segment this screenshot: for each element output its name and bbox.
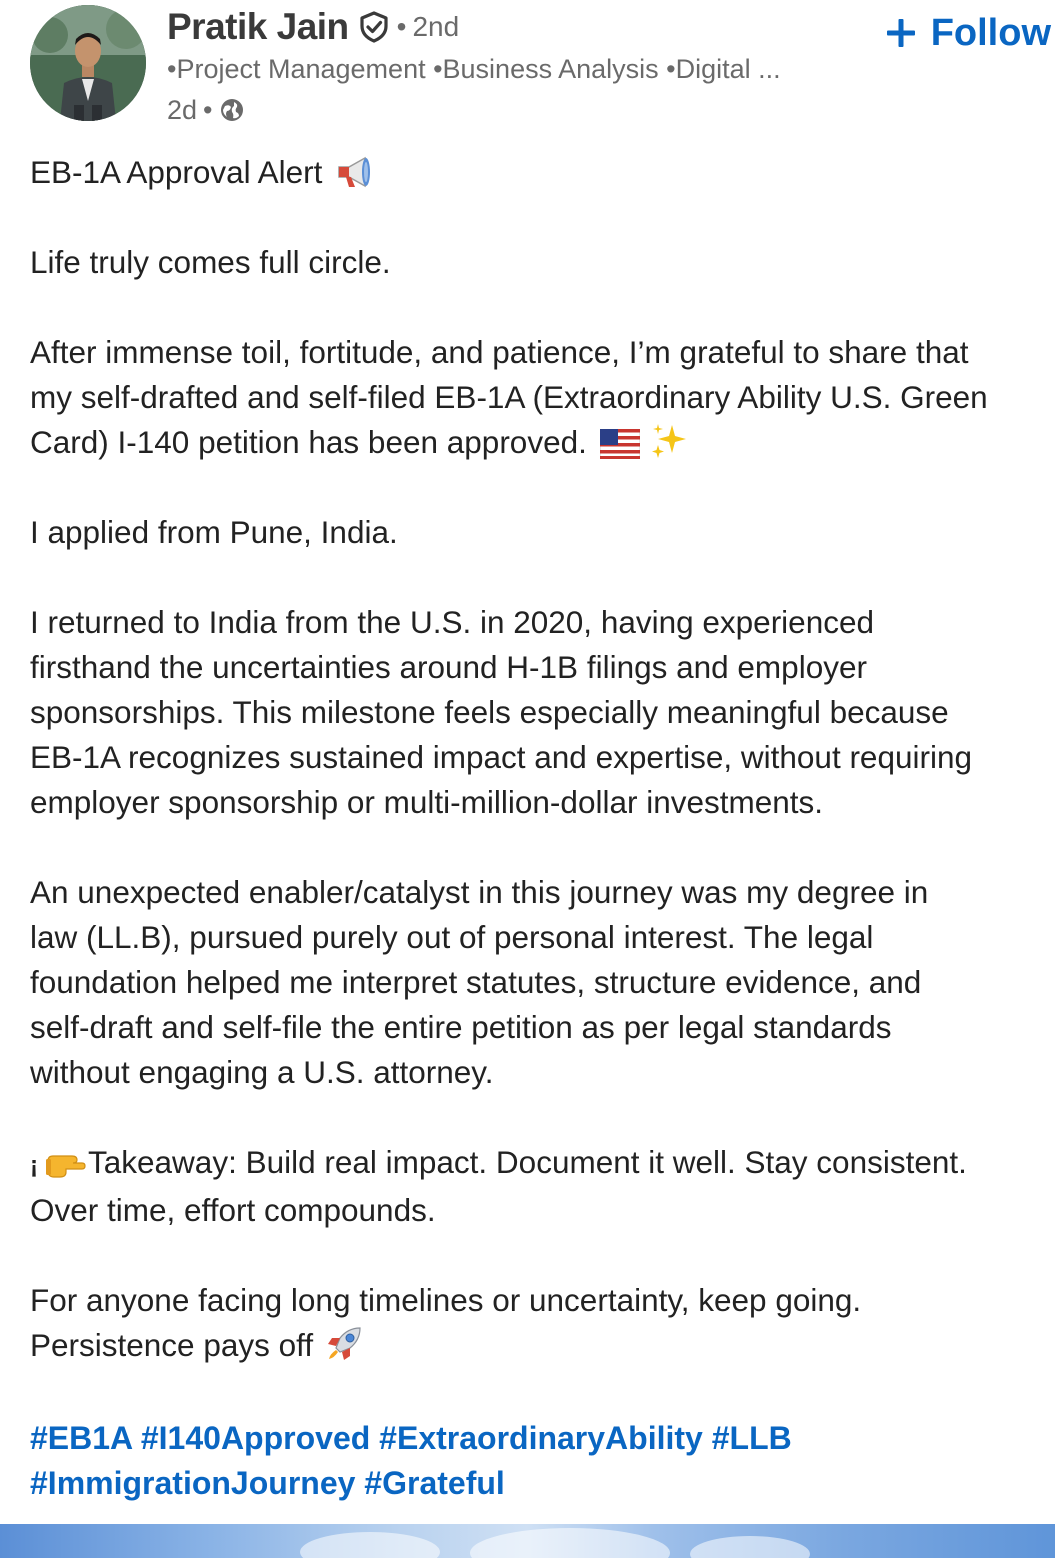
connection-degree: 2nd	[412, 11, 460, 42]
sparkles-icon	[650, 423, 688, 459]
follow-button[interactable]	[885, 8, 1051, 58]
hashtag-link[interactable]: #EB1A	[30, 1420, 132, 1456]
post-header	[0, 0, 1055, 140]
post-meta	[167, 92, 245, 128]
shield-check-icon	[357, 10, 391, 44]
hashtag-link[interactable]: #Grateful	[364, 1465, 505, 1501]
hashtag-link[interactable]: #ImmigrationJourney	[30, 1465, 356, 1501]
hashtag-link[interactable]: #I140Approved	[140, 1420, 371, 1456]
globe-icon	[219, 97, 245, 123]
megaphone-icon	[335, 155, 375, 189]
post-line: EB-1A Approval Alert	[30, 154, 323, 190]
post-line: my self-drafted and self-filed EB-1A (Extraordinary Ability U.S. Green	[30, 379, 988, 415]
post-line: After immense toil, fortitude, and patience, I’m grateful to share that	[30, 334, 969, 370]
post-line: Life truly comes full circle.	[30, 244, 391, 280]
author-name[interactable]: Pratik Jain	[167, 6, 349, 47]
post-line: Persistence pays off	[30, 1327, 314, 1363]
post-line: Card) I-140 petition has been approved.	[30, 424, 587, 460]
post-line: without engaging a U.S. attorney.	[30, 1054, 494, 1090]
author-headline: •Project Management •Business Analysis •Digital ...	[167, 54, 781, 84]
post-line: law (LL.B), pursued purely out of personal interest. The legal	[30, 919, 874, 955]
post-line: foundation helped me interpret statutes, structure evidence, and	[30, 964, 922, 1000]
hashtags	[30, 1416, 1050, 1506]
post-line: Over time, effort compounds.	[30, 1192, 436, 1228]
author-line	[167, 4, 459, 50]
hashtag-link[interactable]: #ExtraordinaryAbility	[379, 1420, 703, 1456]
post-line: employer sponsorship or multi-million-dollar investments.	[30, 784, 824, 820]
info-prefix: ¡	[30, 1152, 38, 1179]
hashtag-row	[30, 1416, 1050, 1461]
post-line: An unexpected enabler/catalyst in this journey was my degree in	[30, 874, 929, 910]
post-line: I applied from Pune, India.	[30, 514, 398, 550]
rocket-icon	[326, 1324, 364, 1362]
post-line: For anyone facing long timelines or uncertainty, keep going.	[30, 1282, 862, 1318]
separator-dot: •	[203, 94, 213, 125]
hashtag-row	[30, 1461, 1050, 1506]
post-line: self-draft and self-file the entire petition as per legal standards	[30, 1009, 892, 1045]
plus-icon	[885, 17, 917, 49]
follow-label: Follow	[930, 11, 1051, 54]
post-line: EB-1A recognizes sustained impact and expertise, without requiring	[30, 739, 973, 775]
post-image[interactable]	[0, 1524, 1055, 1558]
post-line: I returned to India from the U.S. in 2020, having experienced	[30, 604, 875, 640]
avatar[interactable]	[30, 5, 146, 121]
separator-dot: •	[396, 11, 407, 42]
post-line: firsthand the uncertainties around H-1B filings and employer	[30, 649, 867, 685]
us-flag-icon	[600, 429, 640, 459]
post-line: Takeaway: Build real impact. Document it well. Stay consistent.	[88, 1144, 967, 1180]
post-body	[30, 150, 1050, 1368]
pointing-hand-icon	[46, 1147, 86, 1179]
post-time: 2d	[167, 94, 198, 125]
hashtag-link[interactable]: #LLB	[711, 1420, 792, 1456]
post-line: sponsorships. This milestone feels especially meaningful because	[30, 694, 949, 730]
